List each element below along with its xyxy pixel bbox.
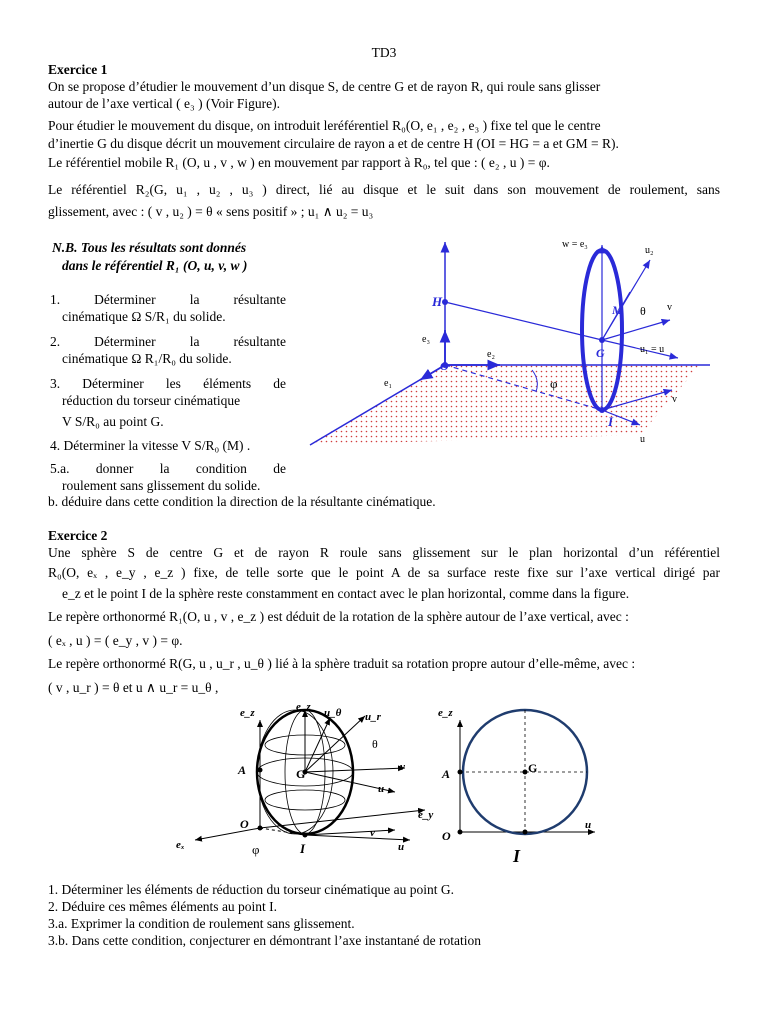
label-ez-right: e_z	[438, 707, 453, 719]
nb-line-1: N.B. Tous les résultats sont donnés	[52, 240, 247, 255]
label-ey: e_y	[418, 809, 434, 821]
label-u1-u: u₁ = u	[640, 344, 665, 355]
ex2-question-2: 2. Déduire ces mêmes éléments au point I.	[48, 899, 278, 914]
question-5a: 5.a. donner la condition de roulement sans glissement du solide.	[50, 461, 286, 493]
ex1-line-3: Pour étudier le mouvement du disque, on introduit leréférentiel R₀(O, e₁ , e₂ , e₃ ) fixe tel que le centre	[48, 118, 601, 133]
ex1-line-5: Le référentiel mobile R₁ (O, u , v , w ) en mouvement par rapport à R₀, tel que : ( e₂ , u ) = φ.	[48, 155, 550, 170]
label-I: I	[608, 414, 614, 429]
label-O: O	[240, 817, 249, 831]
label-v-lower: v	[672, 394, 677, 405]
question-1: 1. Déterminer la résultante cinématique Ω S/R₁ du solide.	[50, 292, 286, 324]
label-A-right: A	[442, 767, 451, 781]
label-u-lower: u	[640, 434, 645, 445]
label-e1: e₁	[384, 378, 392, 389]
page-title: TD3	[371, 45, 397, 60]
ex2-line-4: Le repère orthonormé R₁(O, u , v , e_z ) est déduit de la rotation de la sphère autour de l’axe vertical, avec :	[48, 609, 629, 624]
label-G: G	[596, 346, 605, 360]
question-5b: b. déduire dans cette condition la direction de la résultante cinématique.	[48, 494, 436, 509]
horizontal-plane	[308, 365, 700, 445]
label-I-right: I	[513, 846, 521, 866]
ex1-line-6: Le référentiel R₂(G, u₁ , u₂ , u₃ ) direct, lié au disque et le suit dans son mouvement de roulement, sans	[48, 182, 720, 197]
ex2-line-3: e_z et le point I de la sphère reste constamment en contact avec le plan horizontal, comme dans la figure.	[62, 586, 630, 601]
label-A: A	[238, 763, 247, 777]
ex2-question-1: 1. Déterminer les éléments de réduction du torseur cinématique au point G.	[48, 882, 454, 897]
label-ez-2: e_z	[296, 701, 311, 713]
disk-figure	[300, 230, 720, 460]
label-w-e3: w = e₃	[562, 239, 588, 250]
ex2-line-6: Le repère orthonormé R(G, u , u_r , u_θ ) lié à la sphère traduit sa rotation propre autour d’elle-même, avec :	[48, 656, 636, 671]
label-u: u	[378, 783, 385, 795]
label-e2: e₂	[487, 349, 495, 360]
label-ez: e_z	[240, 707, 255, 719]
question-3: 3. Déterminer les éléments de réduction du torseur cinématique	[50, 376, 286, 408]
question-2: 2. Déterminer la résultante cinématique Ω R₁/R₀ du solide.	[50, 334, 286, 366]
label-u-lower: u	[398, 841, 405, 853]
label-M: M	[612, 303, 623, 317]
label-theta: θ	[640, 304, 646, 318]
label-H: H	[432, 294, 443, 309]
label-u-right: u	[585, 819, 592, 831]
ex2-line-2: R₀(O, eₓ , e_y , e_z ) fixe, de telle sorte que le point A de sa surface reste fixe sur l’axe vertical dirigé par	[48, 565, 720, 580]
label-u2: u₂	[645, 245, 654, 256]
label-e3: e₃	[422, 334, 430, 345]
question-4: 4. Déterminer la vitesse V S/R₀ (M) .	[50, 438, 251, 453]
label-phi: φ	[252, 842, 260, 857]
label-v: v	[667, 302, 672, 313]
ex2-line-5: ( eₓ , u ) = ( e_y , v ) = φ.	[48, 633, 183, 648]
ex2-question-3b: 3.b. Dans cette condition, conjecturer en démontrant l’axe instantané de rotation	[48, 933, 481, 948]
label-G: G	[296, 767, 306, 781]
ex1-line-1: On se propose d’étudier le mouvement d’un disque S, de centre G et de rayon R, qui roule sans glisser	[48, 79, 601, 94]
ex1-line-4: d’inertie G du disque décrit un mouvement circulaire de rayon a et de centre H (OI = HG = a et GM = R).	[48, 136, 619, 151]
label-phi: φ	[550, 376, 558, 391]
label-v-lower: v	[370, 827, 375, 839]
exercise-1-heading: Exercice 1	[48, 62, 108, 77]
label-u-theta: u_θ	[324, 707, 342, 719]
label-v: v	[400, 761, 405, 773]
label-O-right: O	[442, 829, 451, 843]
ex2-line-1: Une sphère S de centre G et de rayon R roule sans glissement sur le plan horizontal d’un référentiel	[48, 545, 720, 560]
sphere-figure	[170, 700, 610, 870]
exercise-2-heading: Exercice 2	[48, 528, 108, 543]
label-G-right: G	[528, 761, 538, 775]
label-ur: u_r	[365, 711, 381, 723]
ex1-line-2: autour de l’axe vertical ( e₃ ) (Voir Figure).	[48, 96, 280, 111]
ex1-line-7: glissement, avec : ( v , u₂ ) = θ « sens positif » ; u₁ ∧ u₂ = u₃	[48, 204, 374, 219]
label-O: O	[440, 359, 449, 373]
question-3-point: V S/R₀ au point G.	[62, 414, 164, 429]
label-ex: eₓ	[176, 839, 185, 851]
ex2-question-3a: 3.a. Exprimer la condition de roulement sans glissement.	[48, 916, 355, 931]
label-I: I	[300, 841, 306, 856]
nb-line-2: dans le référentiel R₁ (O, u, v, w )	[62, 258, 248, 273]
ex2-line-7: ( v , u_r ) = θ et u ∧ u_r = u_θ ,	[48, 680, 219, 695]
label-theta: θ	[372, 737, 378, 751]
